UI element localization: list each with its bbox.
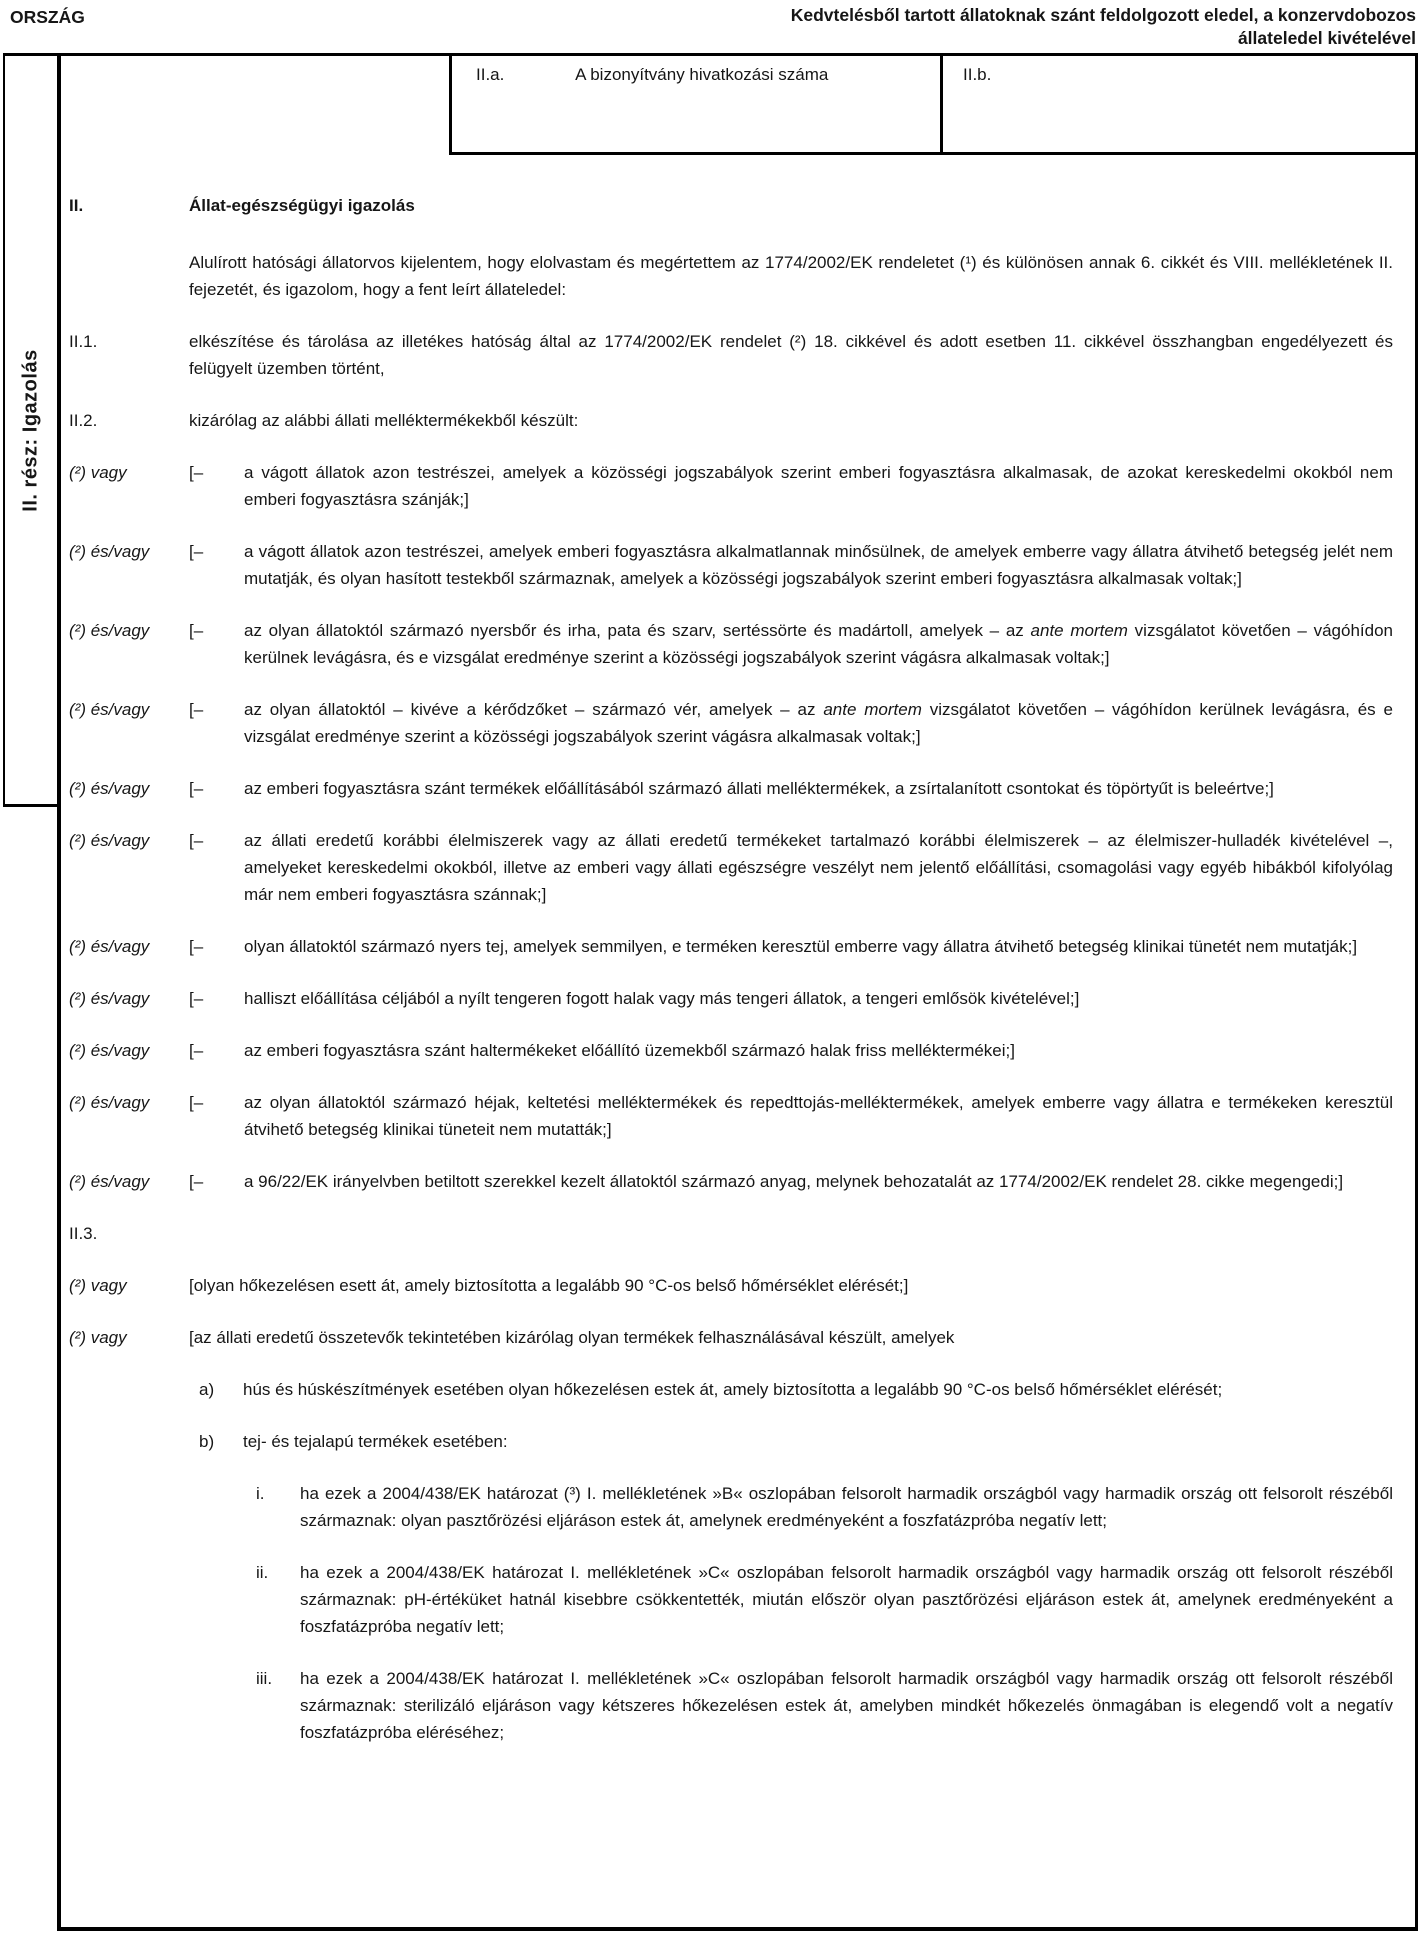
sub-item-row — [61, 1376, 1415, 1403]
certification-option-row — [61, 985, 1415, 1012]
option-marker: (²) és/vagy — [69, 542, 150, 561]
roman-item-spacer — [61, 1559, 189, 1640]
clause-ii2-text: kizárólag az alábbi állati melléktermékekből készült: — [189, 411, 579, 430]
roman-item-spacer — [61, 1480, 189, 1534]
option-text — [244, 775, 1393, 802]
clause-ii1-number: II.1. — [69, 332, 98, 351]
option-text-segment: az emberi fogyasztásra szánt haltermékeket előállító üzemekből származó halak friss melléktermékei;] — [244, 1041, 1015, 1060]
certification-option-row — [61, 617, 1415, 671]
option-text-segment: az emberi fogyasztásra szánt termékek előállításából származó állati melléktermékek, a zsírtalanított csontokat és töpörtyűt is beleértve;] — [244, 779, 1274, 798]
certification-option-row — [61, 1272, 1415, 1299]
roman-item-text: ha ezek a 2004/438/EK határozat (³) I. mellékletének »B« oszlopában felsorolt harmadik országból vagy harmadik ország ott felsorolt részéből származnak: olyan pasztőrözési eljáráson estek át, amelynek eredményeként a foszfatázpróba negatív lett; — [300, 1484, 1393, 1530]
section-heading-row — [61, 192, 1415, 219]
part-label: II. rész: Igazolás — [19, 348, 42, 512]
option-text-segment: halliszt előállítása céljából a nyílt tengeren fogott halak vagy más tengeri állatok, a tengeri emlősök kivételével;] — [244, 989, 1080, 1008]
option-text-segment: ante mortem — [823, 700, 922, 719]
option-open-bracket: [– — [189, 831, 204, 850]
option-open-bracket: [– — [189, 1172, 204, 1191]
roman-item-text: ha ezek a 2004/438/EK határozat I. mellékletének »C« oszlopában felsorolt harmadik országból vagy harmadik ország ott felsorolt részéből származnak: pH-értéküket hatnál kisebbre csökkentették, miután először olyan pasztőrözési eljáráson estek át, amelynek eredményeként a foszfatázpróba negatív lett; — [300, 1563, 1393, 1636]
document-title: Kedvtelésből tartott állatoknak szánt feldolgozott eledel, a konzervdobozos állateledel kivételével — [790, 5, 1416, 48]
certification-text — [61, 155, 1415, 1771]
option-open-bracket: [– — [189, 621, 204, 640]
certification-option-row — [61, 827, 1415, 908]
option-text-block — [189, 827, 1393, 908]
certification-option-row — [61, 1037, 1415, 1064]
sub-item-label: b) — [199, 1432, 215, 1451]
option-open-bracket: [– — [189, 1093, 204, 1112]
sub-item-text: tej- és tejalapú termékek esetében: — [243, 1432, 508, 1451]
option-text — [244, 1037, 1393, 1064]
option-text-block — [189, 696, 1393, 750]
option-marker: (²) és/vagy — [69, 1093, 150, 1112]
page-header — [10, 4, 1416, 50]
option-text — [244, 1089, 1393, 1143]
intro-spacer — [61, 249, 189, 303]
option-marker: (²) és/vagy — [69, 1041, 150, 1060]
option-text — [244, 696, 1393, 750]
option-text-segment: vizsgálatot követően – vágóhídon kerülnek levágásra, és e vizsgálat eredménye szerint a közösségi jogszabályok szerint vágásra alkalmasak voltak;] — [244, 621, 1393, 667]
option-text-segment: olyan állatoktól származó nyers tej, amelyek semmilyen, e terméken keresztül emberre vagy állatra átvihető betegség klinikai tünetét nem mutatják;] — [244, 937, 1358, 956]
sub-item-block — [189, 1376, 1393, 1403]
clause-ii3-spacer — [189, 1220, 1393, 1247]
certification-option-row — [61, 696, 1415, 750]
option-open-bracket: [– — [189, 1041, 204, 1060]
option-text — [244, 933, 1393, 960]
clause-ii3-row — [61, 1220, 1415, 1247]
certificate-body-frame — [57, 56, 1418, 1931]
option-text-block — [189, 933, 1393, 960]
roman-item-block — [189, 1480, 1393, 1534]
sub-item-spacer — [61, 1376, 189, 1403]
option-text — [244, 617, 1393, 671]
option-text-block — [189, 1089, 1393, 1143]
option-text-segment: a 96/22/EK irányelvben betiltott szerekkel kezelt állatoktól származó anyag, melynek behozatalát az 1774/2002/EK rendelet 28. cikke megengedi;] — [244, 1172, 1344, 1191]
option-marker: (²) és/vagy — [69, 621, 150, 640]
option-marker: (²) és/vagy — [69, 1172, 150, 1191]
option-text — [244, 1168, 1393, 1195]
sub-item — [199, 1428, 1393, 1455]
reference-row — [61, 56, 1415, 155]
sub-item-row — [61, 1428, 1415, 1455]
roman-item-block — [189, 1665, 1393, 1746]
option-marker: (²) és/vagy — [69, 779, 150, 798]
option-text-segment: az olyan állatoktól származó nyersbőr és irha, pata és szarv, sertéssörte és madártoll, amelyek – az — [244, 621, 1031, 640]
intro-paragraph: Alulírott hatósági állatorvos kijelentem, hogy elolvastam és megértettem az 1774/2002/EK rendeletet (¹) és különösen annak 6. cikkét és VIII. mellékletének II. fejezetét, és igazolom, hogy a fent leírt állateledel: — [189, 253, 1393, 299]
roman-item — [256, 1480, 1393, 1534]
iia-label: II.a. — [476, 65, 505, 84]
iia-title: A bizonyítvány hivatkozási száma — [575, 65, 829, 84]
clause-ii2-row — [61, 407, 1415, 434]
option-text — [244, 985, 1393, 1012]
option-text-segment: az olyan állatoktól – kivéve a kérődzőket – származó vér, amelyek – az — [244, 700, 824, 719]
option-open-bracket: [– — [189, 700, 204, 719]
ii3-options-list — [61, 1272, 1415, 1351]
roman-item-label: ii. — [256, 1563, 269, 1582]
certification-option-row — [61, 459, 1415, 513]
option-text-segment: vizsgálatot követően – vágóhídon kerülnek levágásra, és e vizsgálat eredménye szerint a közösségi jogszabályok szerint vágásra alkalmasak voltak;] — [244, 700, 1393, 746]
option-open-bracket: [– — [189, 989, 204, 1008]
roman-item-spacer — [61, 1665, 189, 1746]
option-text-block — [189, 617, 1393, 671]
roman-item-row — [61, 1665, 1415, 1746]
clause-ii2-number: II.2. — [69, 411, 98, 430]
certification-option-row — [61, 1324, 1415, 1351]
option-open-bracket: [– — [189, 463, 204, 482]
option-text: [olyan hőkezelésen esett át, amely biztosította a legalább 90 °C-os belső hőmérséklet elérését;] — [189, 1276, 909, 1295]
sub-item-label: a) — [199, 1380, 215, 1399]
option-text-block — [189, 1168, 1393, 1195]
option-text-block — [189, 538, 1393, 592]
certification-option-row — [61, 1168, 1415, 1195]
option-marker: (²) vagy — [69, 1328, 127, 1347]
roman-item-label: i. — [256, 1484, 265, 1503]
option-text-block — [189, 985, 1393, 1012]
reference-cell-iib — [940, 56, 1415, 155]
option-text-segment: a vágott állatok azon testrészei, amelyek a közösségi jogszabályok szerint emberi fogyasztásra alkalmasak, de azokat kereskedelmi okokból nem emberi fogyasztásra szánják;] — [244, 463, 1393, 509]
option-text-block — [189, 775, 1393, 802]
option-marker: (²) és/vagy — [69, 831, 150, 850]
roman-item — [256, 1665, 1393, 1746]
roman-item-text: ha ezek a 2004/438/EK határozat I. mellékletének »C« oszlopában felsorolt harmadik országból vagy harmadik ország ott felsorolt részéből származnak: sterilizáló eljáráson vagy kétszeres hőkezelésen estek át, amelyben mindkét hőkezelés önmagában is elegendő volt a negatív foszfatázpróba eléréséhez; — [300, 1669, 1393, 1742]
part-sidebar — [3, 56, 57, 807]
intro-row — [61, 249, 1415, 303]
country-label: ORSZÁG — [10, 7, 85, 27]
option-text-segment: az olyan állatoktól származó héjak, keltetési melléktermékek és repedttojás-melléktermékek, amelyek emberre vagy állatra e termékeken keresztül átvihető betegség klinikai tüneteit nem mutatták;] — [244, 1093, 1393, 1139]
sub-item-spacer — [61, 1428, 189, 1455]
roman-item-label: iii. — [256, 1669, 273, 1688]
option-open-bracket: [– — [189, 779, 204, 798]
option-text — [244, 538, 1393, 592]
clause-ii3-number: II.3. — [69, 1224, 98, 1243]
option-text-block — [189, 1037, 1393, 1064]
iib-label: II.b. — [963, 65, 992, 84]
ii2-options-list — [61, 459, 1415, 1195]
reference-cell-iia — [449, 56, 940, 155]
option-marker: (²) és/vagy — [69, 989, 150, 1008]
clause-ii1-row — [61, 328, 1415, 382]
roman-item-block — [189, 1559, 1393, 1640]
certification-option-row — [61, 933, 1415, 960]
option-text: [az állati eredetű összetevők tekintetében kizárólag olyan termékek felhasználásával készült, amelyek — [189, 1328, 955, 1347]
option-text-segment: ante mortem — [1030, 621, 1128, 640]
ii3-subitems-list — [61, 1376, 1415, 1746]
certification-option-row — [61, 538, 1415, 592]
sub-item — [199, 1376, 1393, 1403]
roman-item-row — [61, 1480, 1415, 1534]
sub-item-text: hús és húskészítmények esetében olyan hőkezelésen estek át, amely biztosította a legalább 90 °C-os belső hőmérséklet elérését; — [243, 1380, 1223, 1399]
option-open-bracket: [– — [189, 937, 204, 956]
certification-option-row — [61, 775, 1415, 802]
option-text — [244, 459, 1393, 513]
option-marker: (²) vagy — [69, 1276, 127, 1295]
roman-item-row — [61, 1559, 1415, 1640]
option-open-bracket: [– — [189, 542, 204, 561]
option-marker: (²) és/vagy — [69, 937, 150, 956]
option-marker: (²) és/vagy — [69, 700, 150, 719]
clause-ii1-text: elkészítése és tárolása az illetékes hatóság által az 1774/2002/EK rendelet (²) 18. cikkével és adott esetben 11. cikkével összhangban engedélyezett és felügyelt üzemben történt, — [189, 332, 1393, 378]
section-number: II. — [69, 196, 84, 215]
option-text-block — [189, 459, 1393, 513]
option-text-segment: az állati eredetű korábbi élelmiszerek vagy az állati eredetű termékeket tartalmazó korábbi élelmiszerek – az élelmiszer-hulladék kivételével –, amelyeket kereskedelmi okokból, illetve az emberi vagy állati egészségre veszélyt nem jelentő előállítási, csomagolási vagy egyéb hibákból kifolyólag már nem emberi fogyasztásra szánnak;] — [244, 831, 1393, 904]
section-title: Állat-egészségügyi igazolás — [189, 196, 415, 215]
certification-option-row — [61, 1089, 1415, 1143]
roman-item — [256, 1559, 1393, 1640]
option-text-segment: a vágott állatok azon testrészei, amelyek emberi fogyasztásra alkalmatlannak minősülnek, de amelyek emberre vagy állatra átvihető betegség jelét nem mutatják, és olyan hasított testekből származnak, amelyek a közösségi jogszabályok szerint emberi fogyasztásra alkalmasak voltak;] — [244, 542, 1393, 588]
sub-item-block — [189, 1428, 1393, 1455]
option-text — [244, 827, 1393, 908]
option-marker: (²) vagy — [69, 463, 127, 482]
